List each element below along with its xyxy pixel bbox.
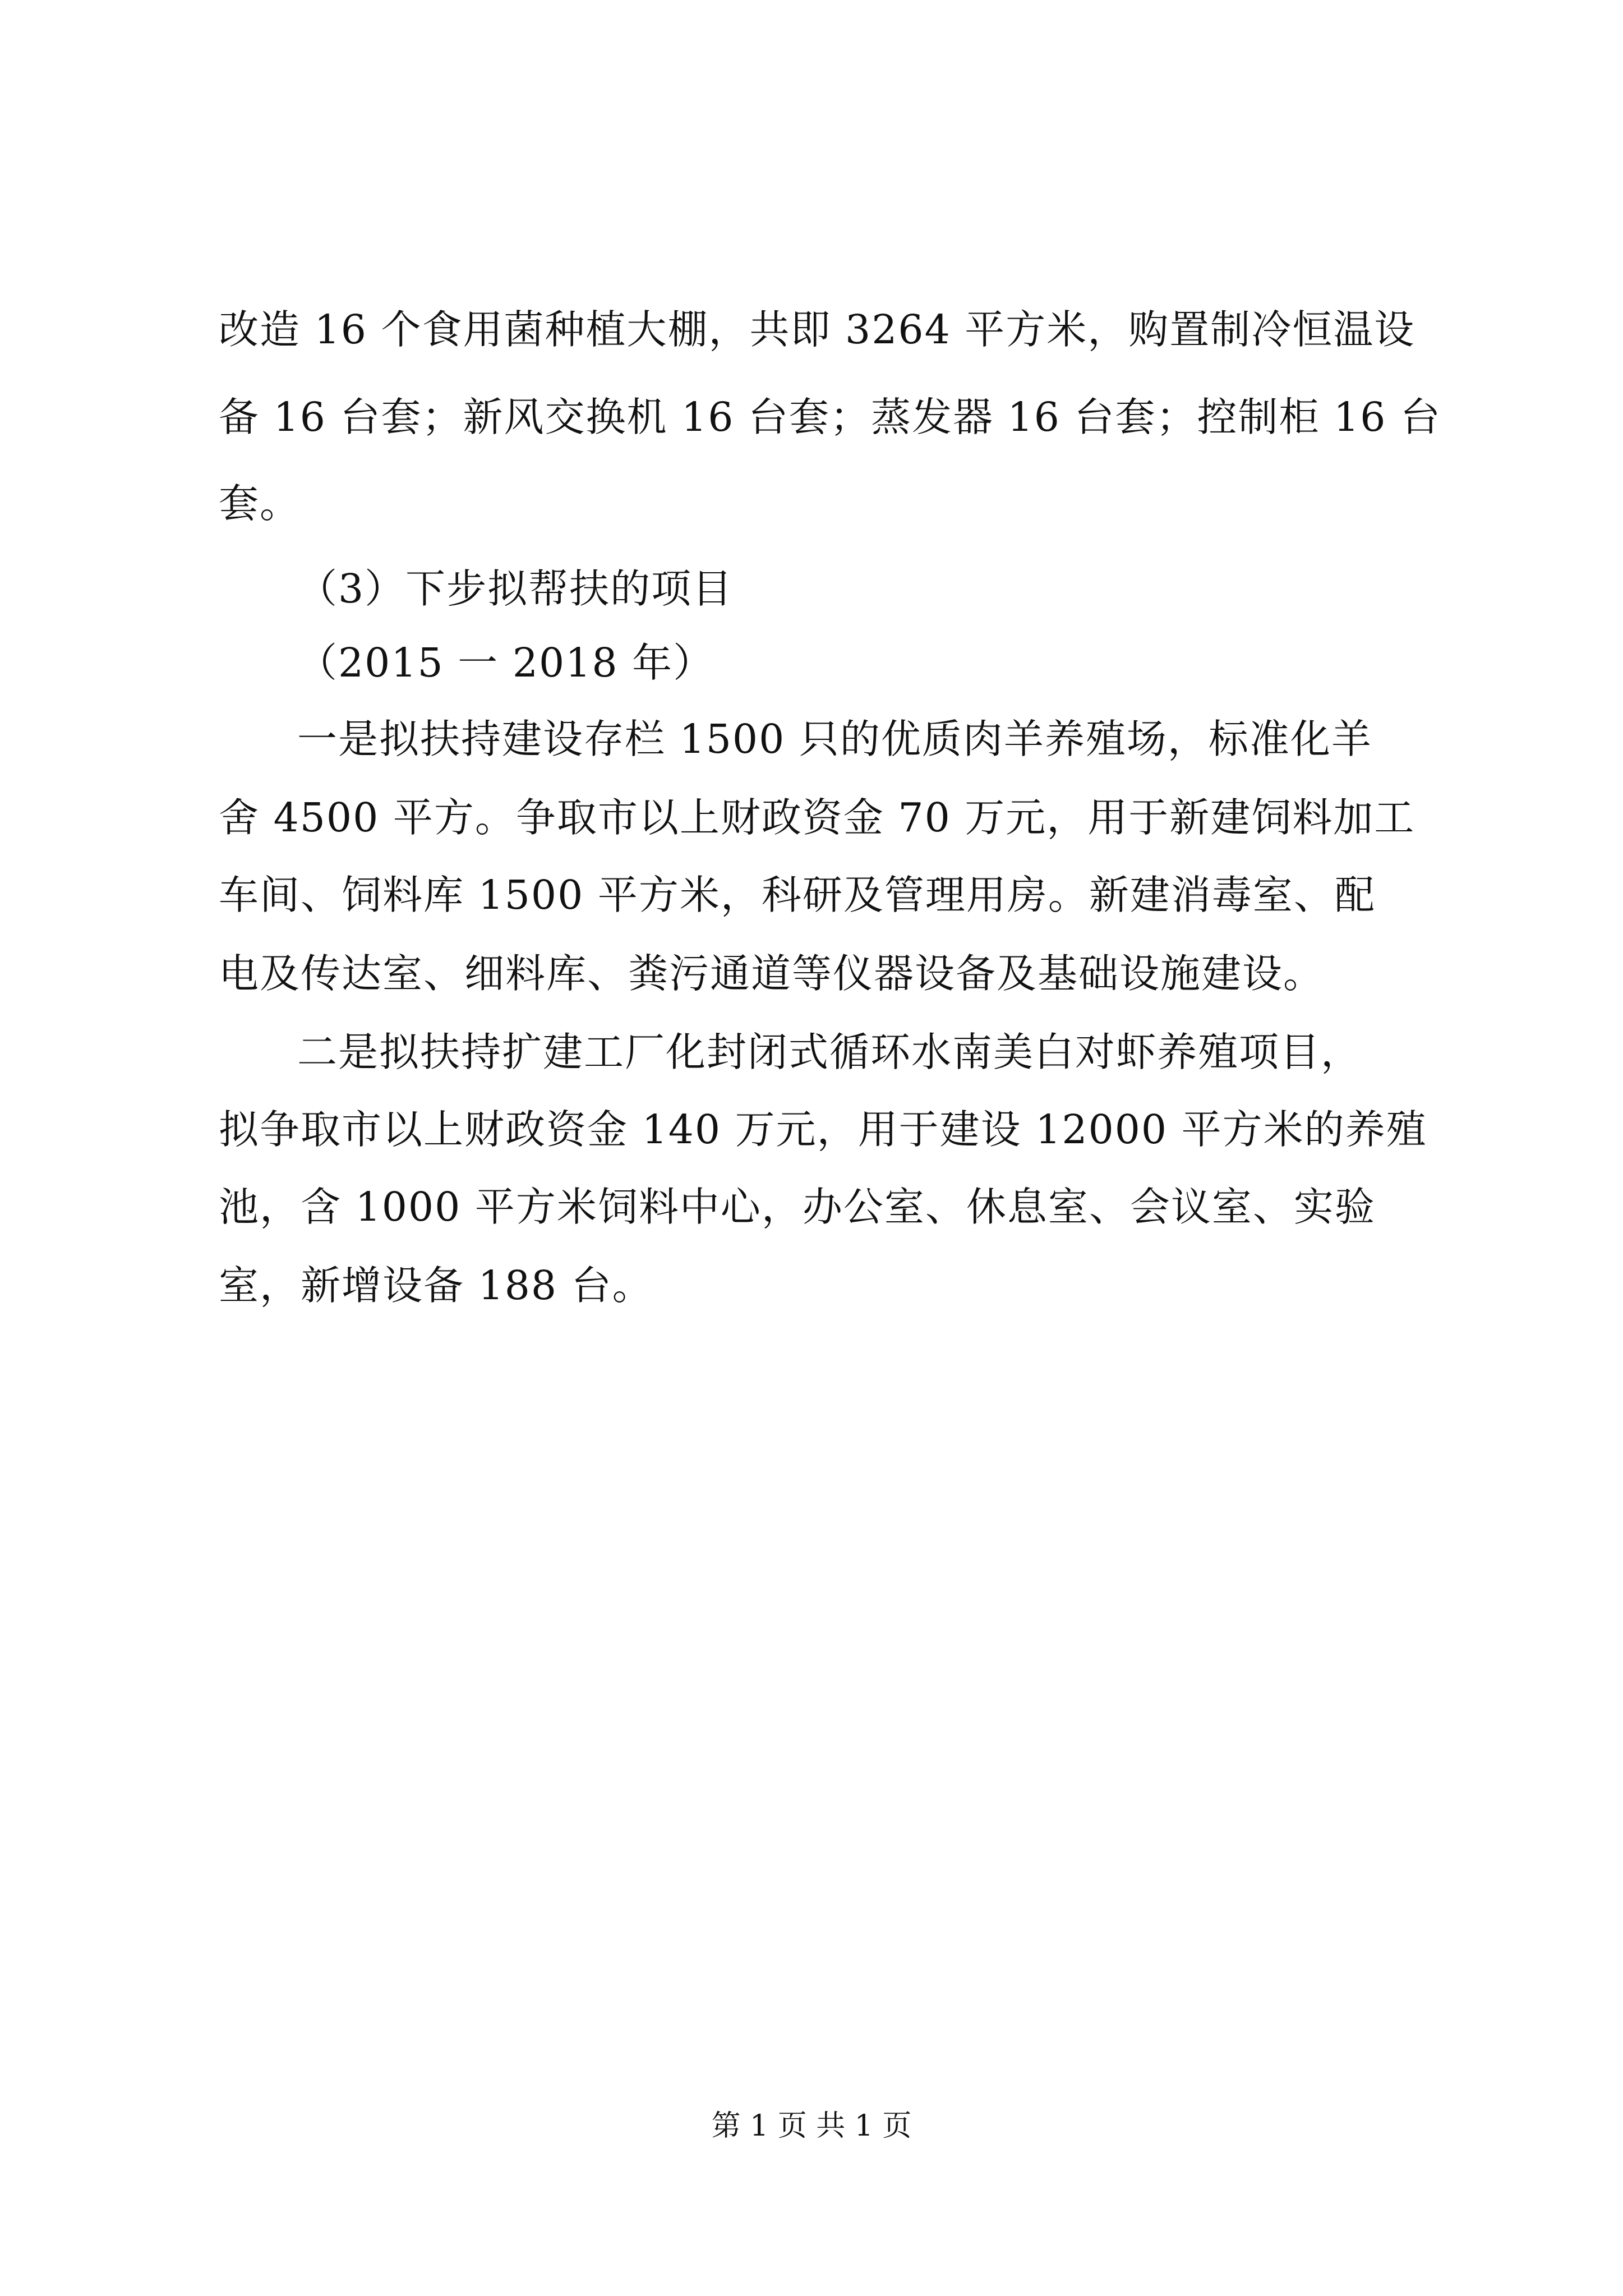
paragraph-2-line-1: 一是拟扶持建设存栏 1500 只的优质肉羊养殖场，标准化羊	[297, 716, 1372, 762]
paragraph-2-line-3: 车间、饲料库 1500 平方米，科研及管理用房。新建消毒室、配	[219, 872, 1376, 918]
paragraph-3-line-2: 拟争取市以上财政资金 140 万元，用于建设 12000 平方米的养殖	[219, 1106, 1427, 1153]
paragraph-2-line-4: 电及传达室、细料库、粪污通道等仪器设备及基础设施建设。	[219, 950, 1325, 997]
paragraph-1-line-2: 备 16 台套；新风交换机 16 台套；蒸发器 16 台套；控制柜 16 台	[219, 394, 1441, 440]
page-number-footer: 第 1 页 共 1 页	[711, 2109, 912, 2143]
period-label: （2015 一 2018 年）	[297, 639, 714, 686]
paragraph-1-line-1: 改造 16 个食用菌种植大棚，共即 3264 平方米，购置制冷恒温设	[219, 306, 1415, 353]
paragraph-2-line-2: 舍 4500 平方。争取市以上财政资金 70 万元，用于新建饲料加工	[219, 794, 1415, 841]
paragraph-3-line-4: 室，新增设备 188 台。	[219, 1262, 653, 1309]
paragraph-1-line-3: 套。	[219, 480, 301, 527]
paragraph-3-line-1: 二是拟扶持扩建工厂化封闭式循环水南美白对虾养殖项目，	[297, 1029, 1362, 1075]
section-heading: （3）下步拟帮扶的项目	[297, 565, 734, 612]
paragraph-3-line-3: 池，含 1000 平方米饲料中心，办公室、休息室、会议室、实验	[219, 1184, 1376, 1230]
